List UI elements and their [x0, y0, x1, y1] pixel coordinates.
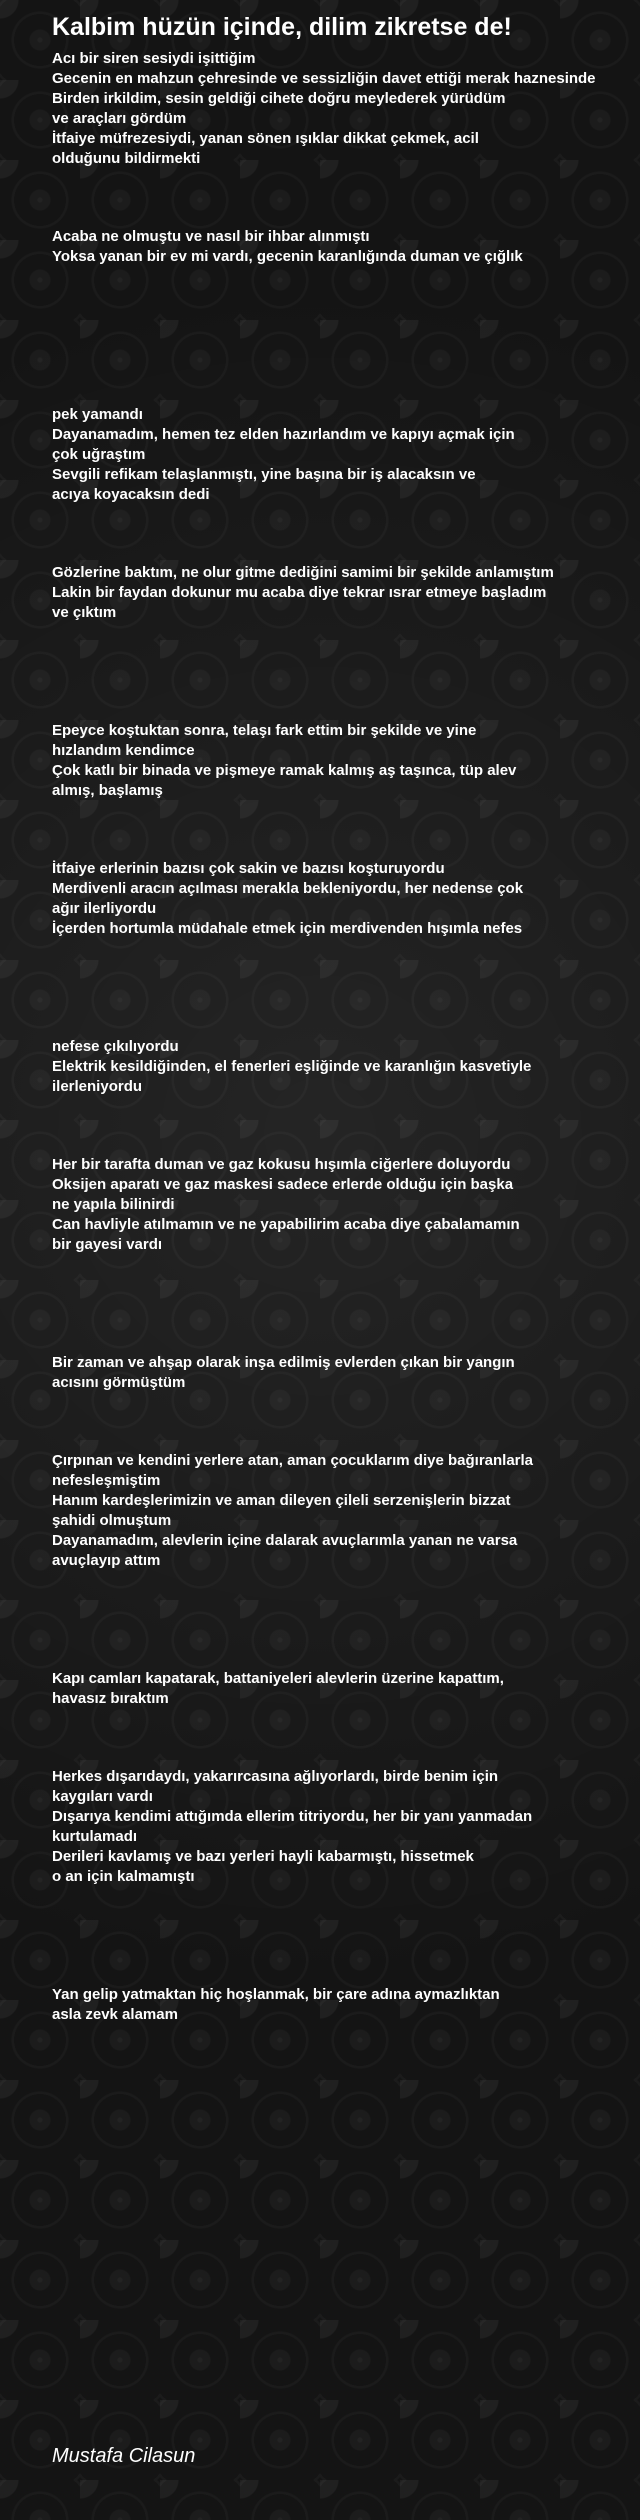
poem-line: Bir zaman ve ahşap olarak inşa edilmiş evlerden çıkan bir yangın [52, 1354, 515, 1371]
stanza [52, 1353, 637, 1393]
poem-line: Dayanamadım, alevlerin içine dalarak avuçlarımla yanan ne varsa [52, 1532, 518, 1549]
poem-line: İtfaiye müfrezesiydi, yanan sönen ışıklar dikkat çekmek, acil [52, 130, 479, 147]
poem-line: asla zevk alamam [52, 2006, 178, 2023]
poem-line: o an için kalmamıştı [52, 1868, 195, 1885]
stanza [52, 1669, 637, 1709]
stanza [52, 227, 637, 267]
poem-line: hızlandım kendimce [52, 742, 195, 759]
stanza [52, 1155, 637, 1255]
poem-line: kurtulamadı [52, 1828, 138, 1845]
stanza [52, 1767, 637, 1887]
poem-author: Mustafa Cilasun [52, 2445, 196, 2467]
poem-line: Yoksa yanan bir ev mi vardı, gecenin karanlığında duman ve çığlık [52, 248, 523, 265]
poem-line: almış, başlamış [52, 782, 163, 799]
poem-line: ve araçları gördüm [52, 110, 187, 127]
poem-line: ağır ilerliyordu [52, 900, 157, 917]
stanza [52, 405, 637, 505]
stanza [52, 1985, 637, 2025]
poem-line: avuçlayıp attım [52, 1552, 161, 1569]
stanza [52, 49, 637, 169]
poem-body [52, 49, 637, 2025]
poem-line: Acaba ne olmuştu ve nasıl bir ihbar alınmıştı [52, 228, 370, 245]
poem-line: Derileri kavlamış ve bazı yerleri hayli kabarmıştı, hissetmek [52, 1848, 474, 1865]
poem-line: Çırpınan ve kendini yerlere atan, aman çocuklarım diye bağıranlarla [52, 1452, 534, 1469]
stanza [52, 721, 637, 801]
poem-line: Lakin bir faydan dokunur mu acaba diye tekrar ısrar etmeye başladım [52, 584, 547, 601]
poem-line: Sevgili refikam telaşlanmıştı, yine başına bir iş alacaksın ve [52, 466, 476, 483]
poem-line: Birden irkildim, sesin geldiği cihete doğru meylederek yürüdüm [52, 90, 506, 107]
stanza [52, 1037, 637, 1097]
poem-line: çok uğraştım [52, 446, 146, 463]
poem-line: havasız bıraktım [52, 1690, 169, 1707]
poem-line: Elektrik kesildiğinden, el fenerleri eşliğinde ve karanlığın kasvetiyle [52, 1058, 532, 1075]
poem-line: Hanım kardeşlerimizin ve aman dileyen çileli serzenişlerin bizzat [52, 1492, 511, 1509]
poem-line: Çok katlı bir binada ve pişmeye ramak kalmış aş taşınca, tüp alev [52, 762, 517, 779]
poem-line: acıya koyacaksın dedi [52, 486, 210, 503]
poem-line: İtfaiye erlerinin bazısı çok sakin ve bazısı koşturuyordu [52, 860, 445, 877]
poem-line: pek yamandı [52, 406, 143, 423]
poem-line: ilerleniyordu [52, 1078, 143, 1095]
poem-line: Dışarıya kendimi attığımda ellerim titriyordu, her bir yanı yanmadan [52, 1808, 533, 1825]
poem-line: şahidi olmuştum [52, 1512, 172, 1529]
poem-line: Oksijen aparatı ve gaz maskesi sadece erlerde olduğu için başka [52, 1176, 514, 1193]
poem-line: nefese çıkılıyordu [52, 1038, 179, 1055]
poem-line: Yan gelip yatmaktan hiç hoşlanmak, bir çare adına aymazlıktan [52, 1986, 500, 2003]
poem-line: Merdivenli aracın açılması merakla bekleniyordu, her nedense çok [52, 880, 524, 897]
poem-line: kaygıları vardı [52, 1788, 153, 1805]
poem-line: Dayanamadım, hemen tez elden hazırlandım ve kapıyı açmak için [52, 426, 515, 443]
poem-line: bir gayesi vardı [52, 1236, 163, 1253]
poem-line: Kapı camları kapatarak, battaniyeleri alevlerin üzerine kapattım, [52, 1670, 504, 1687]
poem-line: Her bir tarafta duman ve gaz kokusu hışımla ciğerlere doluyordu [52, 1156, 511, 1173]
poem-line: Can havliyle atılmamın ve ne yapabilirim acaba diye çabalamamın [52, 1216, 520, 1233]
stanza [52, 859, 637, 939]
poem-line: Gecenin en mahzun çehresinde ve sessizliğin davet ettiği merak haznesinde [52, 70, 596, 87]
stanza [52, 1451, 637, 1571]
poem-line: Epeyce koştuktan sonra, telaşı fark ettim bir şekilde ve yine [52, 722, 477, 739]
poem-line: İçerden hortumla müdahale etmek için merdivenden hışımla nefes [52, 920, 523, 937]
stanza [52, 563, 637, 623]
poem-line: Acı bir siren sesiydi işittiğim [52, 50, 256, 67]
poem-title: Kalbim hüzün içinde, dilim zikretse de! [52, 13, 512, 41]
poem-line: nefesleşmiştim [52, 1472, 161, 1489]
poem-line: ne yapıla bilinirdi [52, 1196, 175, 1213]
poem-line: ve çıktım [52, 604, 117, 621]
poem-line: olduğunu bildirmekti [52, 150, 201, 167]
poem-line: Herkes dışarıdaydı, yakarırcasına ağlıyorlardı, birde benim için [52, 1768, 499, 1785]
poem-line: acısını görmüştüm [52, 1374, 186, 1391]
poem-line: Gözlerine baktım, ne olur gitme dediğini samimi bir şekilde anlamıştım [52, 564, 554, 581]
